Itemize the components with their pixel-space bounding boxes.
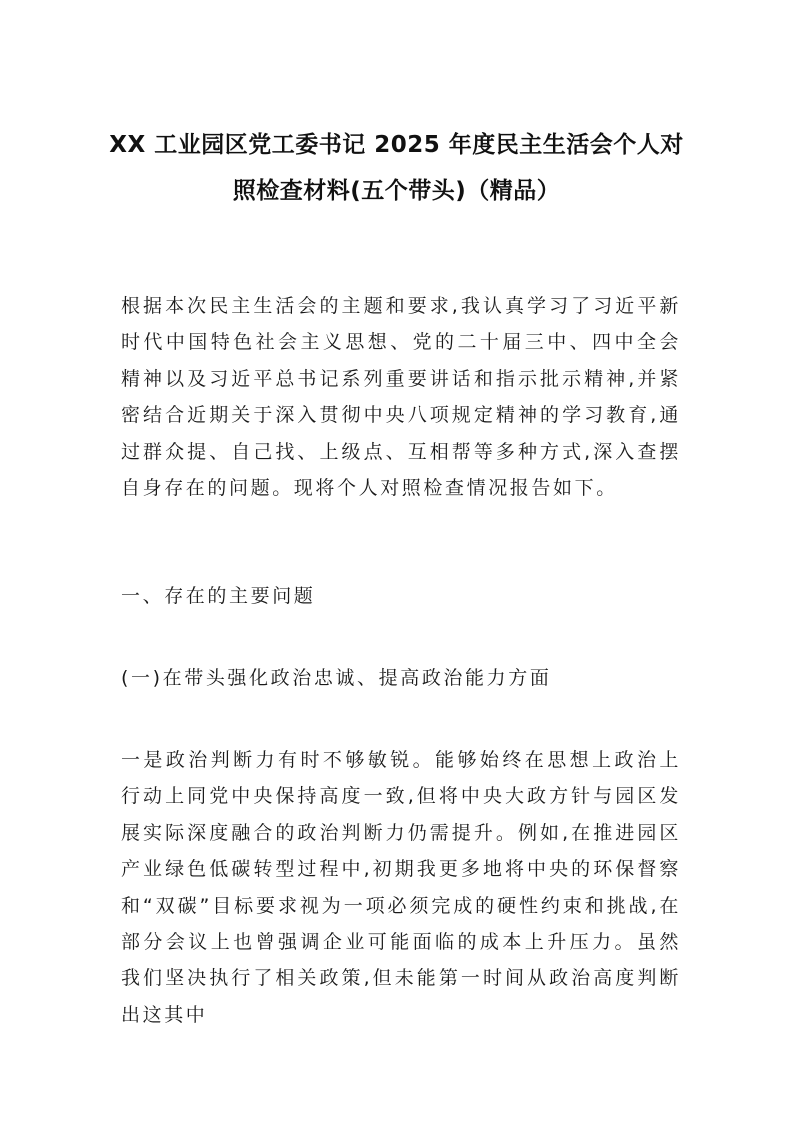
document-title-line-2: 照检查材料(五个带头)（精品）: [232, 178, 561, 204]
intro-paragraph: 根据本次民主生活会的主题和要求,我认真学习了习近平新时代中国特色社会主义思想、党的二十届三中、四中全会精神以及习近平总书记系列重要讲话和指示批示精神,并紧密结合近期关于深入贯彻中央八项规定精神的学习教育,通过群众提、自己找、上级点、互相帮等多种方式,深入查摆自身存在的问题。现将个人对照检查情况报告如下。: [121, 295, 681, 500]
body-paragraph: 一是政治判断力有时不够敏锐。能够始终在思想上政治上行动上同党中央保持高度一致,但将中央大政方针与园区发展实际深度融合的政治判断力仍需提升。例如,在推进园区产业绿色低碳转型过程中,初期我更多地将中央的环保督察和“双碳”目标要求视为一项必须完成的硬性约束和挑战,在部分会议上也曾强调企业可能面临的成本上升压力。虽然我们坚决执行了相关政策,但未能第一时间从政治高度判断出这其中: [121, 749, 681, 1026]
document-title-line-1: XX 工业园区党工委书记 2025 年度民主生活会个人对: [109, 132, 684, 158]
subsection-heading: (一)在带头强化政治忠诚、提高政治能力方面: [121, 667, 552, 689]
section-heading: 一、存在的主要问题: [121, 585, 316, 607]
